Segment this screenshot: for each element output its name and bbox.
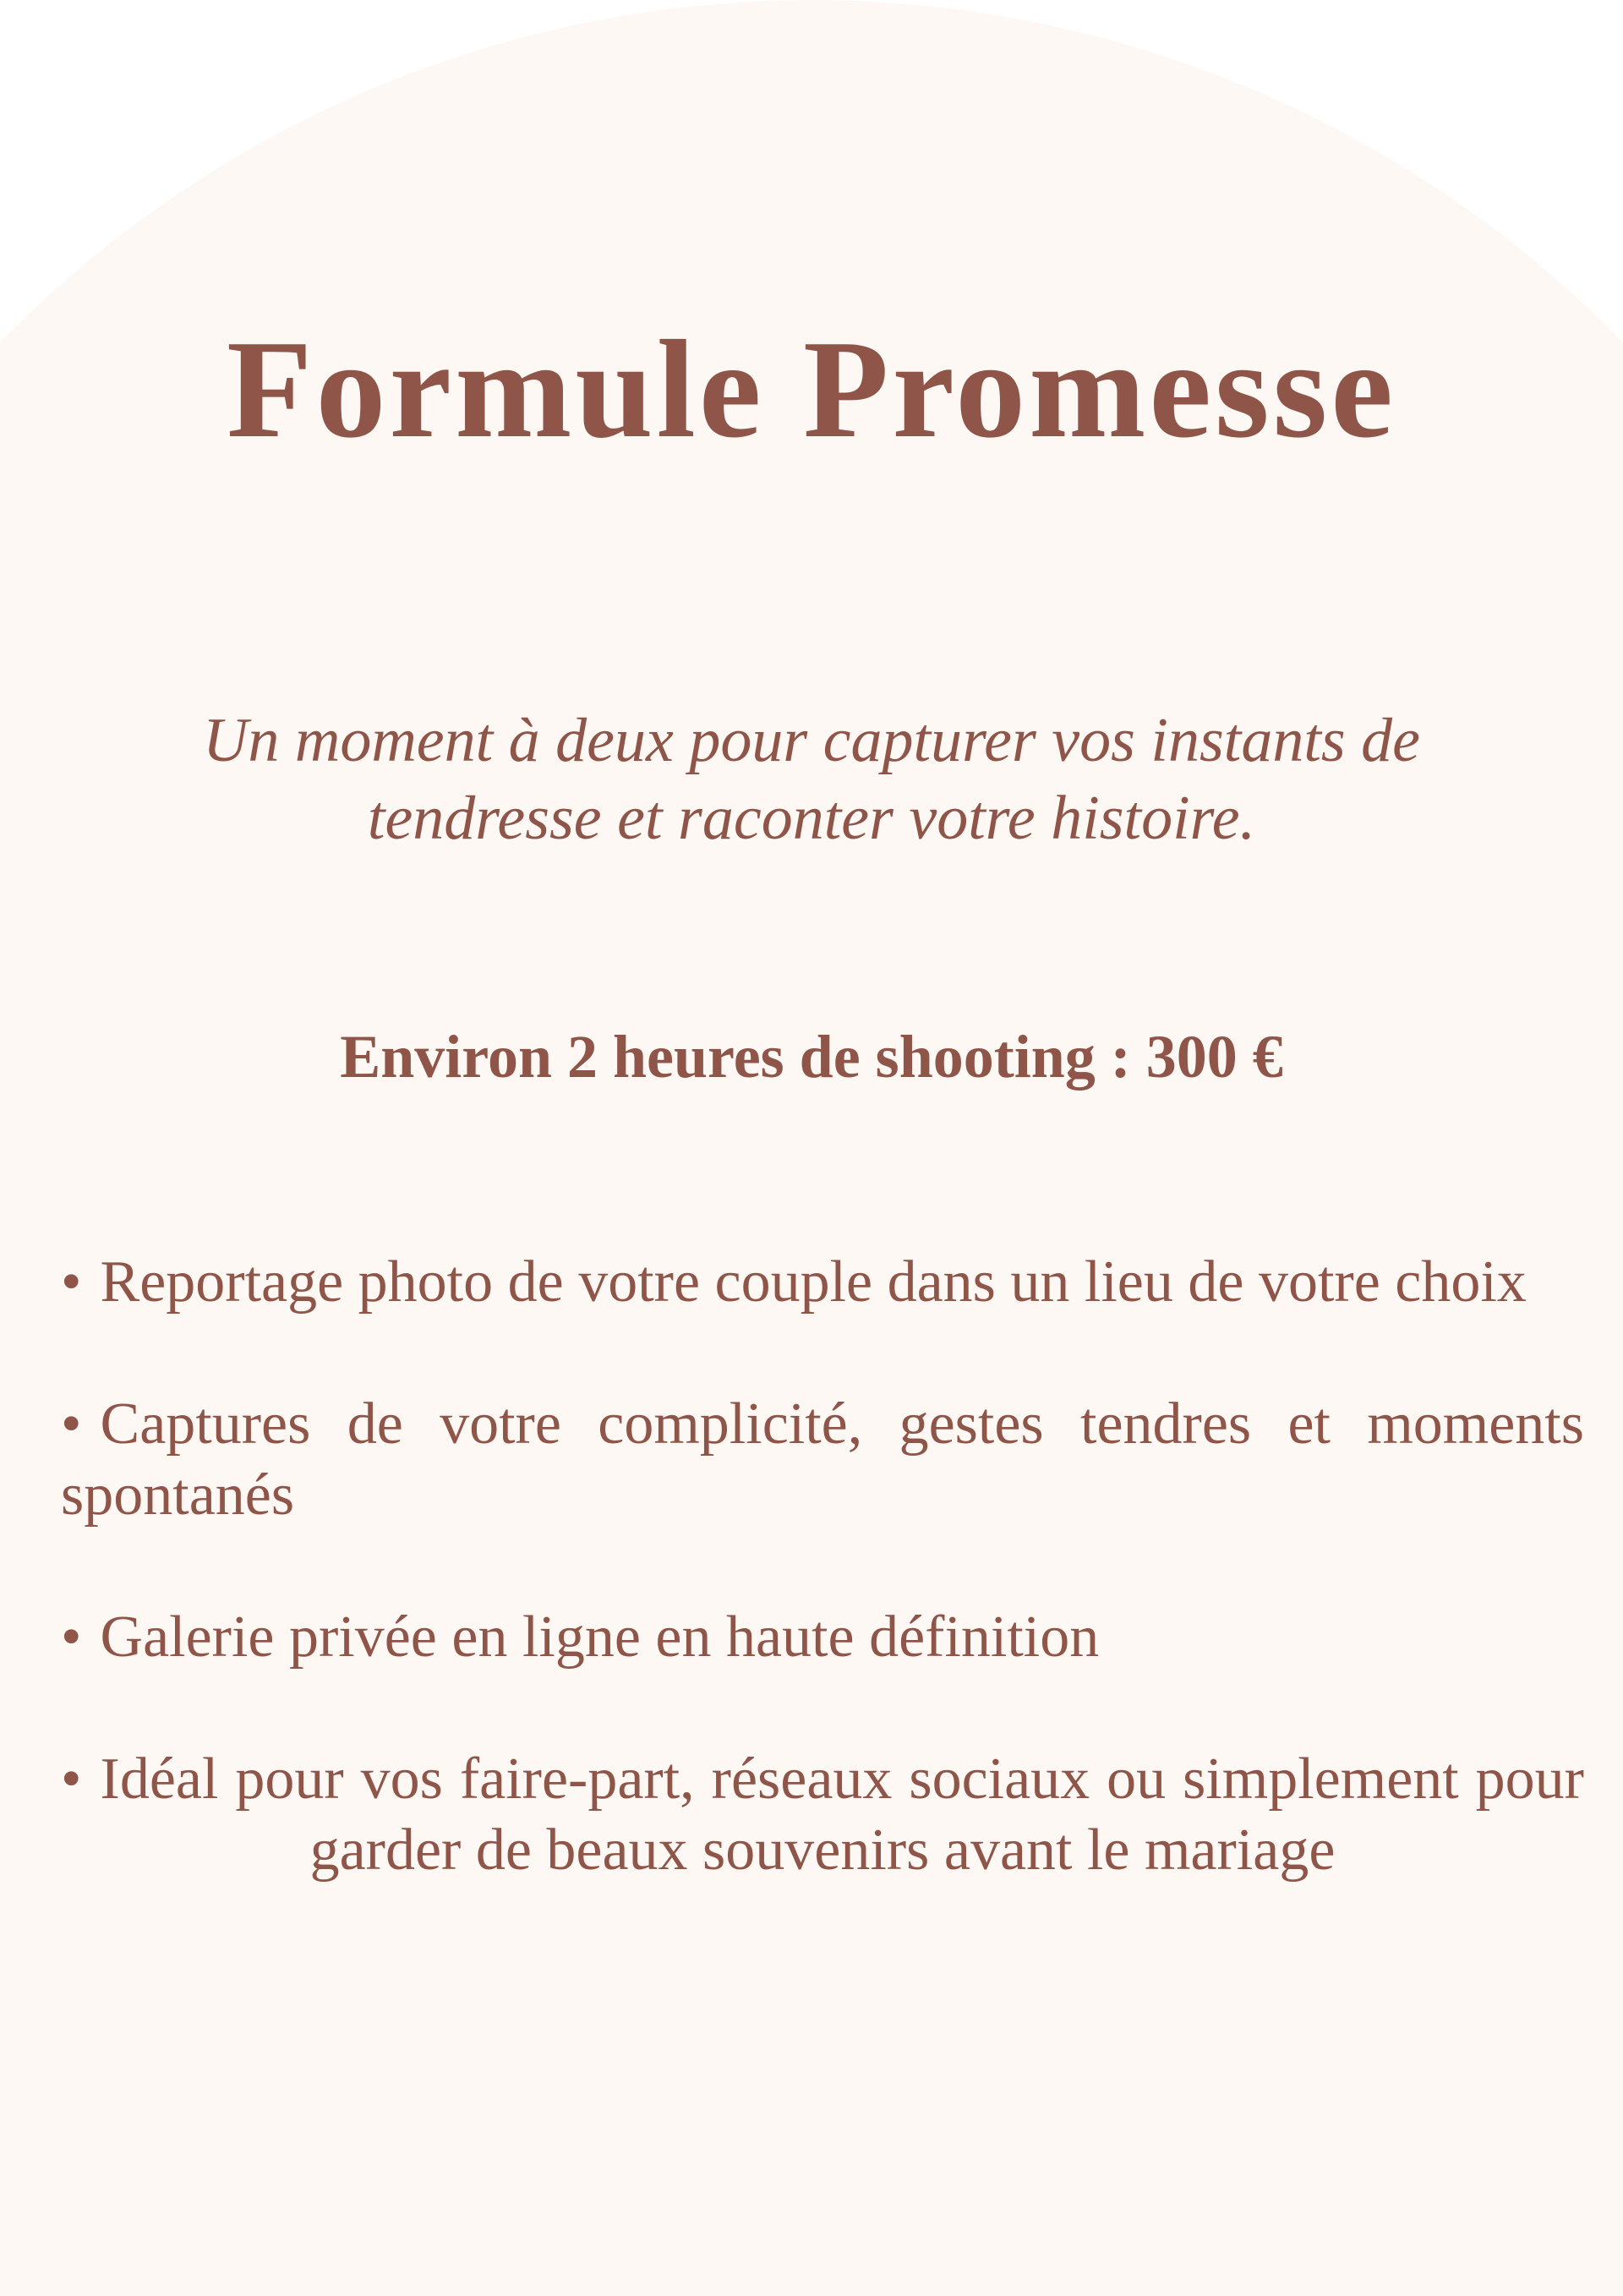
page-title: Formule Promesse <box>227 311 1396 467</box>
bullet-icon: • <box>61 1604 82 1670</box>
price-line: Environ 2 heures de shooting : 300 € <box>340 1023 1283 1091</box>
bullet-icon: • <box>61 1391 82 1457</box>
feature-item <box>61 1247 1584 1318</box>
feature-list <box>61 1247 1584 1957</box>
bullet-icon: • <box>61 1747 82 1812</box>
feature-item <box>61 1389 1584 1531</box>
subtitle: Un moment à deux pour capturer vos instants de tendresse et raconter votre histoire. <box>202 706 1421 853</box>
feature-text: Captures de votre complicité, gestes tendres et moments spontanés <box>61 1391 1584 1528</box>
feature-text: Reportage photo de votre couple dans un lieu de votre choix <box>100 1249 1527 1315</box>
feature-item <box>61 1744 1584 1886</box>
feature-item <box>61 1602 1584 1673</box>
feature-text: Idéal pour vos faire-part, réseaux sociaux ou simplement pour garder de beaux souvenirs avant le mariage <box>100 1747 1584 1883</box>
feature-text: Galerie privée en ligne en haute définition <box>100 1604 1100 1670</box>
bullet-icon: • <box>61 1249 82 1315</box>
